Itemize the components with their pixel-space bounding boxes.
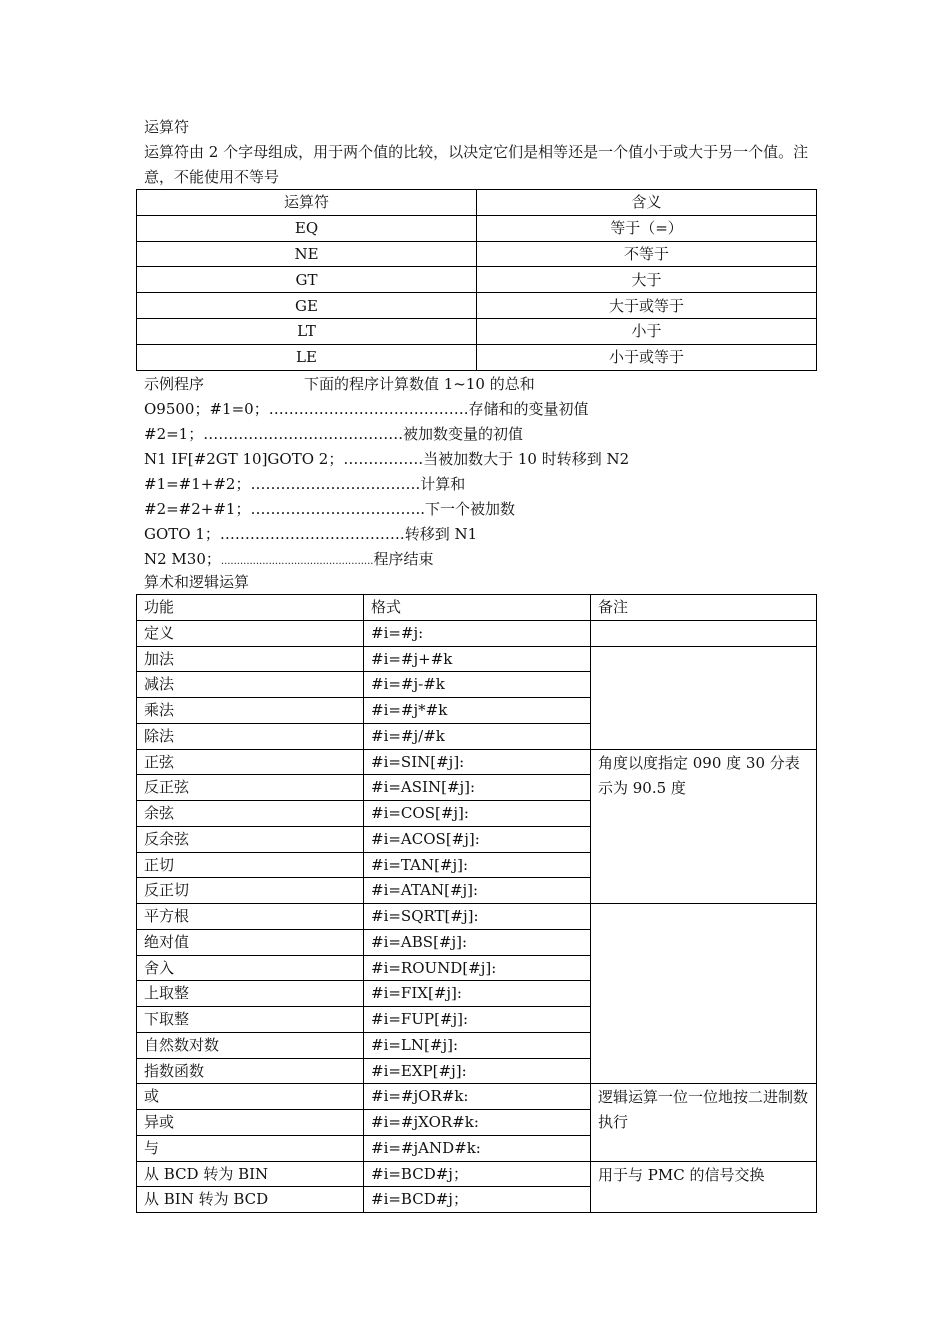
code-comment: 程序结束 <box>373 550 434 568</box>
operator-cell: EQ <box>137 215 477 241</box>
table-row <box>137 646 817 672</box>
code-comment: 计算和 <box>420 475 466 493</box>
function-cell: 余弦 <box>137 801 364 827</box>
format-cell: #i=BCD#j； <box>364 1161 591 1187</box>
code-line <box>144 397 629 422</box>
function-cell: 从 BIN 转为 BCD <box>137 1187 364 1213</box>
function-cell: 自然数对数 <box>137 1032 364 1058</box>
function-cell: 除法 <box>137 723 364 749</box>
format-cell: #i=#jOR#k: <box>364 1084 591 1110</box>
logic-note-cell: 逻辑运算一位一位地按二进制数执行 <box>591 1084 817 1161</box>
note-cell <box>591 646 817 749</box>
format-cell: #i=ACOS[#j]: <box>364 826 591 852</box>
table-row <box>137 293 817 319</box>
meaning-cell: 大于 <box>477 267 817 293</box>
function-cell: 乘法 <box>137 698 364 724</box>
format-cell: #i=COS[#j]: <box>364 801 591 827</box>
example-program <box>144 372 629 572</box>
example-header <box>144 372 629 397</box>
function-cell: 减法 <box>137 672 364 698</box>
function-cell: 与 <box>137 1135 364 1161</box>
table-row <box>137 241 817 267</box>
function-cell: 反正弦 <box>137 775 364 801</box>
operator-table <box>136 189 817 371</box>
code-comment: 当被加数大于 10 时转移到 N2 <box>423 450 630 468</box>
note-cell <box>591 620 817 646</box>
meaning-cell: 小于 <box>477 318 817 344</box>
leader-dots: ……………………………. <box>250 475 421 493</box>
code-text: #2=1； <box>144 425 204 443</box>
function-cell: 正弦 <box>137 749 364 775</box>
leader-dots: ……………. <box>343 450 424 468</box>
code-comment: 转移到 N1 <box>404 525 478 543</box>
format-cell: #i=EXP[#j]: <box>364 1058 591 1084</box>
code-text: #2=#2+#1； <box>144 500 251 518</box>
format-cell: #i=#j+#k <box>364 646 591 672</box>
format-cell: #i=TAN[#j]: <box>364 852 591 878</box>
code-text: GOTO 1； <box>144 525 220 543</box>
bcd-note-cell: 用于与 PMC 的信号交换 <box>591 1161 817 1213</box>
function-cell: 指数函数 <box>137 1058 364 1084</box>
leader-dots: ................................................ <box>220 556 374 567</box>
code-comment: .存储和的变量初值 <box>463 400 589 418</box>
code-line <box>144 472 629 497</box>
format-cell: #i=ATAN[#j]: <box>364 878 591 904</box>
example-caption: 下面的程序计算数值 1~10 的总和 <box>304 375 535 393</box>
table-row <box>137 1161 817 1187</box>
code-line <box>144 447 629 472</box>
function-cell: 加法 <box>137 646 364 672</box>
table-row <box>137 1084 817 1110</box>
function-cell: 正切 <box>137 852 364 878</box>
header-cell: 格式 <box>364 595 591 621</box>
header-cell: 备注 <box>591 595 817 621</box>
function-cell: 反余弦 <box>137 826 364 852</box>
header-cell: 运算符 <box>137 190 477 216</box>
leader-dots: ………………………………. <box>219 525 405 543</box>
table-row <box>137 904 817 930</box>
section-heading: 运算符 <box>144 118 190 136</box>
intro-section <box>144 115 816 190</box>
function-cell: 或 <box>137 1084 364 1110</box>
meaning-cell: 大于或等于 <box>477 293 817 319</box>
function-cell: 从 BCD 转为 BIN <box>137 1161 364 1187</box>
table-header-row <box>137 595 817 621</box>
code-line <box>144 422 629 447</box>
arith-heading: 算术和逻辑运算 <box>144 573 250 591</box>
format-cell: #i=FUP[#j]: <box>364 1007 591 1033</box>
meaning-cell: 不等于 <box>477 241 817 267</box>
intro-description: 运算符由 2 个字母组成，用于两个值的比较，以决定它们是相等还是一个值小于或大于另一个值。注意，不能使用不等号 <box>144 143 809 186</box>
format-cell: #i=SIN[#j]: <box>364 749 591 775</box>
code-text: O9500；#1=0； <box>144 400 269 418</box>
format-cell: #i=#jAND#k: <box>364 1135 591 1161</box>
header-cell: 含义 <box>477 190 817 216</box>
meaning-cell: 等于（=） <box>477 215 817 241</box>
operator-cell: GE <box>137 293 477 319</box>
function-cell: 绝对值 <box>137 929 364 955</box>
format-cell: #i=#j-#k <box>364 672 591 698</box>
trig-note-cell: 角度以度指定 090 度 30 分表示为 90.5 度 <box>591 749 817 904</box>
table-row <box>137 620 817 646</box>
function-cell: 异或 <box>137 1110 364 1136</box>
format-cell: #i=BCD#j； <box>364 1187 591 1213</box>
arithmetic-logic-table <box>136 594 817 1213</box>
function-cell: 定义 <box>137 620 364 646</box>
format-cell: #i=ROUND[#j]: <box>364 955 591 981</box>
function-cell: 下取整 <box>137 1007 364 1033</box>
leader-dots: ……………………………. <box>250 500 421 518</box>
function-cell: 平方根 <box>137 904 364 930</box>
format-cell: #i=#jXOR#k: <box>364 1110 591 1136</box>
leader-dots: ………………………………… <box>268 400 464 418</box>
code-text: N2 M30； <box>144 550 221 568</box>
table-row <box>137 215 817 241</box>
format-cell: #i=ASIN[#j]: <box>364 775 591 801</box>
code-text: N1 IF[#2GT 10]GOTO 2； <box>144 450 344 468</box>
format-cell: #i=LN[#j]: <box>364 1032 591 1058</box>
format-cell: #i=#j: <box>364 620 591 646</box>
function-cell: 上取整 <box>137 981 364 1007</box>
format-cell: #i=#j*#k <box>364 698 591 724</box>
example-label: 示例程序 <box>144 375 205 393</box>
table-row <box>137 267 817 293</box>
function-cell: 反正切 <box>137 878 364 904</box>
operator-cell: LT <box>137 318 477 344</box>
note-cell <box>591 904 817 1084</box>
leader-dots: ………………………………… <box>203 425 399 443</box>
code-line <box>144 547 629 572</box>
format-cell: #i=#j/#k <box>364 723 591 749</box>
table-row <box>137 749 817 775</box>
table-row <box>137 318 817 344</box>
code-line <box>144 497 629 522</box>
operator-cell: GT <box>137 267 477 293</box>
header-cell: 功能 <box>137 595 364 621</box>
format-cell: #i=FIX[#j]: <box>364 981 591 1007</box>
table-row <box>137 344 817 370</box>
format-cell: #i=ABS[#j]: <box>364 929 591 955</box>
operator-cell: NE <box>137 241 477 267</box>
code-comment: .下一个被加数 <box>420 500 516 518</box>
meaning-cell: 小于或等于 <box>477 344 817 370</box>
table-header-row <box>137 190 817 216</box>
code-comment: .被加数变量的初值 <box>398 425 524 443</box>
operator-cell: LE <box>137 344 477 370</box>
code-line <box>144 522 629 547</box>
code-text: #1=#1+#2； <box>144 475 251 493</box>
function-cell: 舍入 <box>137 955 364 981</box>
format-cell: #i=SQRT[#j]: <box>364 904 591 930</box>
